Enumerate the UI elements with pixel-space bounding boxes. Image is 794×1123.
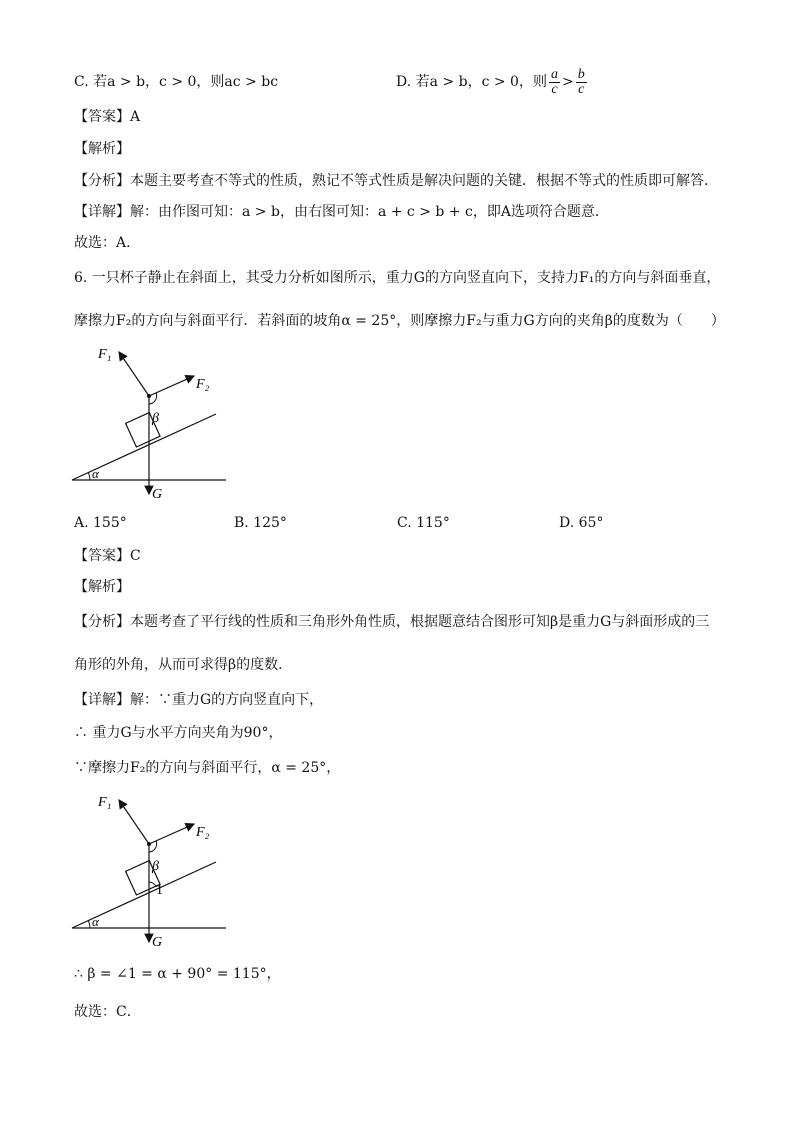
option-c [74,72,278,92]
q5-choose: 故选：A． [74,235,141,251]
fraction-b-over-c [576,68,587,97]
frac-num: b [577,66,585,82]
q6-analysis-head: 【解析】 [74,579,130,595]
option-d [396,64,589,100]
angle1-label: 1 [156,883,163,898]
q6-stem-line1: 6. 一只杯子静止在斜面上，其受力分析如图所示，重力G的方向竖直向下，支持力F₁的方向与斜面垂直， [74,270,721,286]
option-c: C. 115° [397,515,450,531]
q6-detail-line2: ∴ 重力G与水平方向夹角为90°， [74,725,283,741]
option-b: B. 125° [234,515,287,531]
fraction-a-over-c [549,68,560,97]
option-d: D. 65° [559,515,604,531]
f2-label: F₂ [196,377,210,392]
q5-analysis-head: 【解析】 [74,141,130,157]
option-a: A. 155° [74,515,127,531]
q5-answer: 【答案】A [74,109,141,125]
force-origin-dot [147,394,151,398]
f2-arrow [149,824,194,844]
greater-than: > [561,74,574,90]
frac-den: c [551,81,558,97]
g-label: G [152,935,163,950]
f2-label: F₂ [196,825,210,840]
f2-arrow [149,376,194,396]
alpha-label: α [92,914,99,929]
f1-label: F₁ [98,347,112,362]
frac-num: a [550,66,558,82]
incline-force-diagram-2 [64,790,234,950]
alpha-label: α [92,466,99,481]
q6-analysis-line1: 【分析】本题考查了平行线的性质和三角形外角性质，根据题意结合图形可知β是重力G与斜面形成的三 [74,614,710,630]
alpha-arc [88,473,90,480]
option-c-text: C. 若a > b，c > 0，则ac > bc [74,74,279,90]
q5-analysis: 【分析】本题主要考查不等式的性质，熟记不等式性质是解决问题的关键．根据不等式的性质即可解答． [74,173,718,189]
option-d-prefix: D. 若a > b，c > 0，则 [396,74,547,90]
q6-result: ∴ β = ∠1 = α + 90° = 115°， [74,966,281,982]
frac-den: c [578,81,585,97]
beta-label: β [152,411,159,426]
f1-arrow [119,352,149,396]
q6-detail-line1: 【详解】解：∵重力G的方向竖直向下， [74,692,324,708]
q6-detail-line3: ∵摩擦力F₂的方向与斜面平行，α = 25°， [74,760,341,776]
g-label: G [152,487,163,502]
alpha-arc [88,921,90,928]
beta-label: β [152,859,159,874]
f1-label: F₁ [98,795,112,810]
q6-analysis-line2: 角形的外角，从而可求得β的度数． [74,657,293,673]
incline-force-diagram-1 [64,342,234,502]
q5-detail: 【详解】解：由作图可知：a > b，由右图可知：a + c > b + c，即A选项符合题意． [74,204,609,220]
f1-arrow [119,800,149,844]
q6-stem-line2: 摩擦力F₂的方向与斜面平行．若斜面的坡角α = 25°，则摩擦力F₂与重力G方向的夹角β的度数为（ ） [74,313,725,329]
q6-answer: 【答案】C [74,548,141,564]
q6-choose: 故选：C． [74,1004,141,1020]
force-origin-dot [147,842,151,846]
